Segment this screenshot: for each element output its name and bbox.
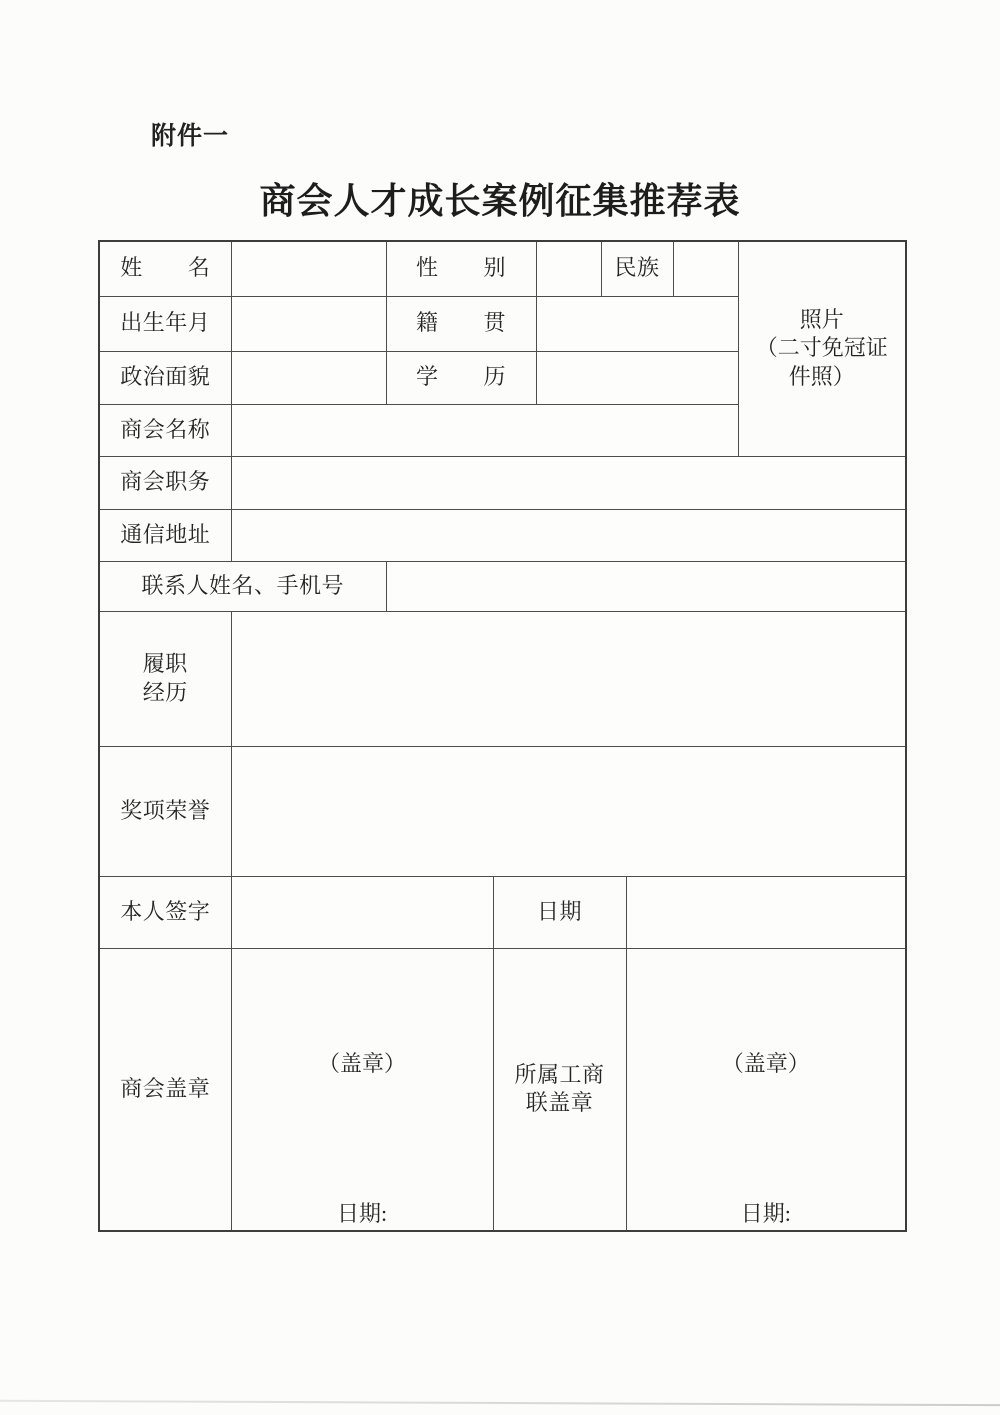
duty-experience-line1: 履职 (142, 650, 188, 676)
birth-date-label: 出生年月 (99, 296, 231, 351)
awards-value-cell (231, 746, 906, 876)
federation-seal-line1: 所属工商 (514, 1061, 605, 1087)
chamber-name-label: 商会名称 (99, 404, 231, 456)
row-mailing-address (99, 509, 906, 561)
row-name-gender-ethnicity (99, 241, 906, 296)
chamber-seal-cell (231, 948, 493, 1231)
recommendation-form-table (98, 240, 907, 1232)
education-label: 学 历 (386, 351, 536, 404)
row-chamber-position (99, 456, 906, 509)
duty-experience-label (99, 611, 231, 746)
ethnicity-value-cell (673, 241, 738, 296)
photo-cell (738, 241, 906, 456)
political-status-label: 政治面貌 (99, 351, 231, 404)
duty-experience-line2: 经历 (142, 679, 188, 705)
photo-label-line2: （二寸免冠证 (755, 335, 888, 361)
row-seals (99, 948, 906, 1231)
row-awards (99, 746, 906, 876)
mailing-address-label: 通信地址 (99, 509, 231, 561)
federation-seal-hint: （盖章） (721, 1050, 810, 1076)
birth-date-value-cell (231, 296, 386, 351)
row-duty-experience (99, 611, 906, 746)
name-value-cell (231, 241, 386, 296)
mailing-address-value-cell (231, 509, 906, 561)
awards-label: 奖项荣誉 (99, 746, 231, 876)
row-signature (99, 876, 906, 948)
federation-seal-date-label: 日期: (740, 1201, 791, 1227)
chamber-seal-label: 商会盖章 (99, 948, 231, 1231)
political-status-value-cell (231, 351, 386, 404)
chamber-seal-hint: （盖章） (317, 1050, 406, 1076)
duty-experience-value-cell (231, 611, 906, 746)
chamber-position-value-cell (231, 456, 906, 509)
attachment-label: 附件一 (151, 122, 230, 150)
signature-value-cell (231, 876, 493, 948)
row-contact (99, 561, 906, 611)
scan-page-edge (0, 1400, 1000, 1406)
federation-seal-label (493, 948, 626, 1231)
ethnicity-label: 民族 (601, 241, 673, 296)
signature-date-value-cell (626, 876, 906, 948)
photo-label-line3: 件照） (788, 364, 855, 390)
signature-label: 本人签字 (99, 876, 231, 948)
chamber-name-value-cell (231, 404, 738, 456)
name-label: 姓 名 (99, 241, 231, 296)
contact-label: 联系人姓名、手机号 (99, 561, 386, 611)
chamber-seal-date-label: 日期: (336, 1201, 388, 1227)
photo-label-line1: 照片 (799, 306, 844, 332)
gender-value-cell (536, 241, 601, 296)
federation-seal-line2: 联盖章 (525, 1090, 594, 1116)
chamber-position-label: 商会职务 (99, 456, 231, 509)
native-place-label: 籍 贯 (386, 296, 536, 351)
education-value-cell (536, 351, 738, 404)
native-place-value-cell (536, 296, 738, 351)
contact-value-cell (386, 561, 906, 611)
form-title: 商会人才成长案例征集推荐表 (259, 181, 741, 221)
signature-date-label: 日期 (493, 876, 626, 948)
federation-seal-cell (626, 948, 906, 1231)
gender-label: 性 别 (386, 241, 536, 296)
